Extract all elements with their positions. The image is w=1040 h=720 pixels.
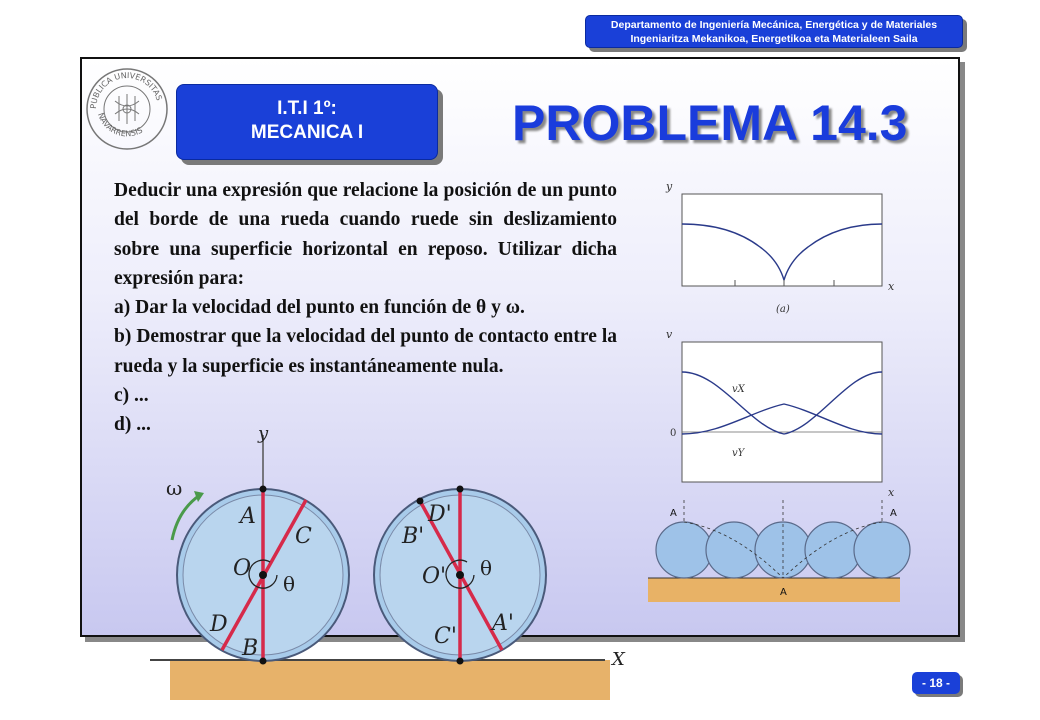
rolling-wheels-diagram	[642, 500, 912, 610]
position-graph	[665, 180, 895, 315]
course-line-1: I.T.I 1º:	[277, 98, 337, 119]
course-badge	[176, 84, 438, 160]
left-label-a: A	[240, 504, 256, 529]
wheels-x-axis-label: X	[612, 649, 625, 670]
department-line-2: Ingeniaritza Mekanikoa, Energetikoa eta Materialeen Saila	[630, 33, 918, 45]
wheels-y-axis-label: y	[258, 425, 269, 444]
right-label-c-prime: C'	[434, 624, 457, 649]
course-line-2: MECANICA I	[250, 122, 364, 143]
omega-label: ω	[166, 476, 183, 500]
problem-item-b: b) Demostrar que la velocidad del punto de contacto entre la rueda y la superficie es instantáneamente nula.	[114, 326, 617, 377]
rolling-point-label-bottom: A	[780, 587, 787, 598]
series-vy-label: vY	[732, 448, 745, 459]
problem-item-d: d) ...	[114, 414, 151, 436]
wheels-diagram	[130, 425, 630, 700]
rolling-point-label-left: A	[670, 508, 677, 519]
graph-a-y-label: y	[666, 180, 673, 193]
right-label-o-prime: O'	[422, 564, 447, 589]
university-seal-logo	[84, 66, 170, 152]
right-label-a-prime: A'	[492, 611, 514, 636]
page-title: PROBLEMA 14.3	[512, 95, 908, 151]
problem-intro: Deducir una expresión que relacione la posición de un punto del borde de una rueda cuando ruede sin deslizamiento sobre una superficie horizontal en reposo. Utilizar dicha expresión para:	[114, 180, 617, 289]
velocity-graph	[666, 328, 895, 499]
graph-b-x-label: x	[888, 486, 895, 499]
left-wheel	[177, 486, 349, 665]
right-label-theta: θ	[480, 556, 493, 580]
graph-b-y-label: v	[666, 328, 673, 341]
svg-text:NAVARRENSIS	[96, 112, 144, 139]
seal-text-bottom: NAVARRENSIS	[95, 111, 145, 139]
left-label-c: C	[295, 524, 312, 549]
rolling-point-label-right: A	[890, 508, 897, 519]
problem-statement	[114, 176, 617, 440]
department-header	[585, 15, 963, 48]
problem-item-a: a) Dar la velocidad del punto en función de θ y ω.	[114, 297, 525, 319]
right-label-d-prime: D'	[428, 502, 452, 527]
trajectory-velocity-graphs	[660, 172, 910, 502]
left-label-b: B	[242, 636, 259, 661]
graph-a-caption: (a)	[776, 304, 790, 315]
series-vx-label: vX	[732, 384, 745, 395]
left-label-theta: θ	[283, 572, 296, 596]
seal-text-top: PUBLICA UNIVERSITAS	[88, 70, 164, 110]
left-label-o: O	[233, 556, 252, 581]
svg-text:PUBLICA UNIVERSITAS	[89, 71, 164, 109]
graph-b-zero-label: 0	[670, 428, 677, 439]
department-line-1: Departamento de Ingeniería Mecánica, Energética y de Materiales	[610, 19, 938, 31]
problem-item-c: c) ...	[114, 385, 149, 407]
left-label-d: D	[210, 612, 228, 637]
right-label-b-prime: B'	[402, 524, 425, 549]
right-wheel	[374, 486, 546, 665]
page-number-badge: - 18 -	[912, 672, 960, 694]
graph-a-x-label: x	[888, 280, 895, 293]
